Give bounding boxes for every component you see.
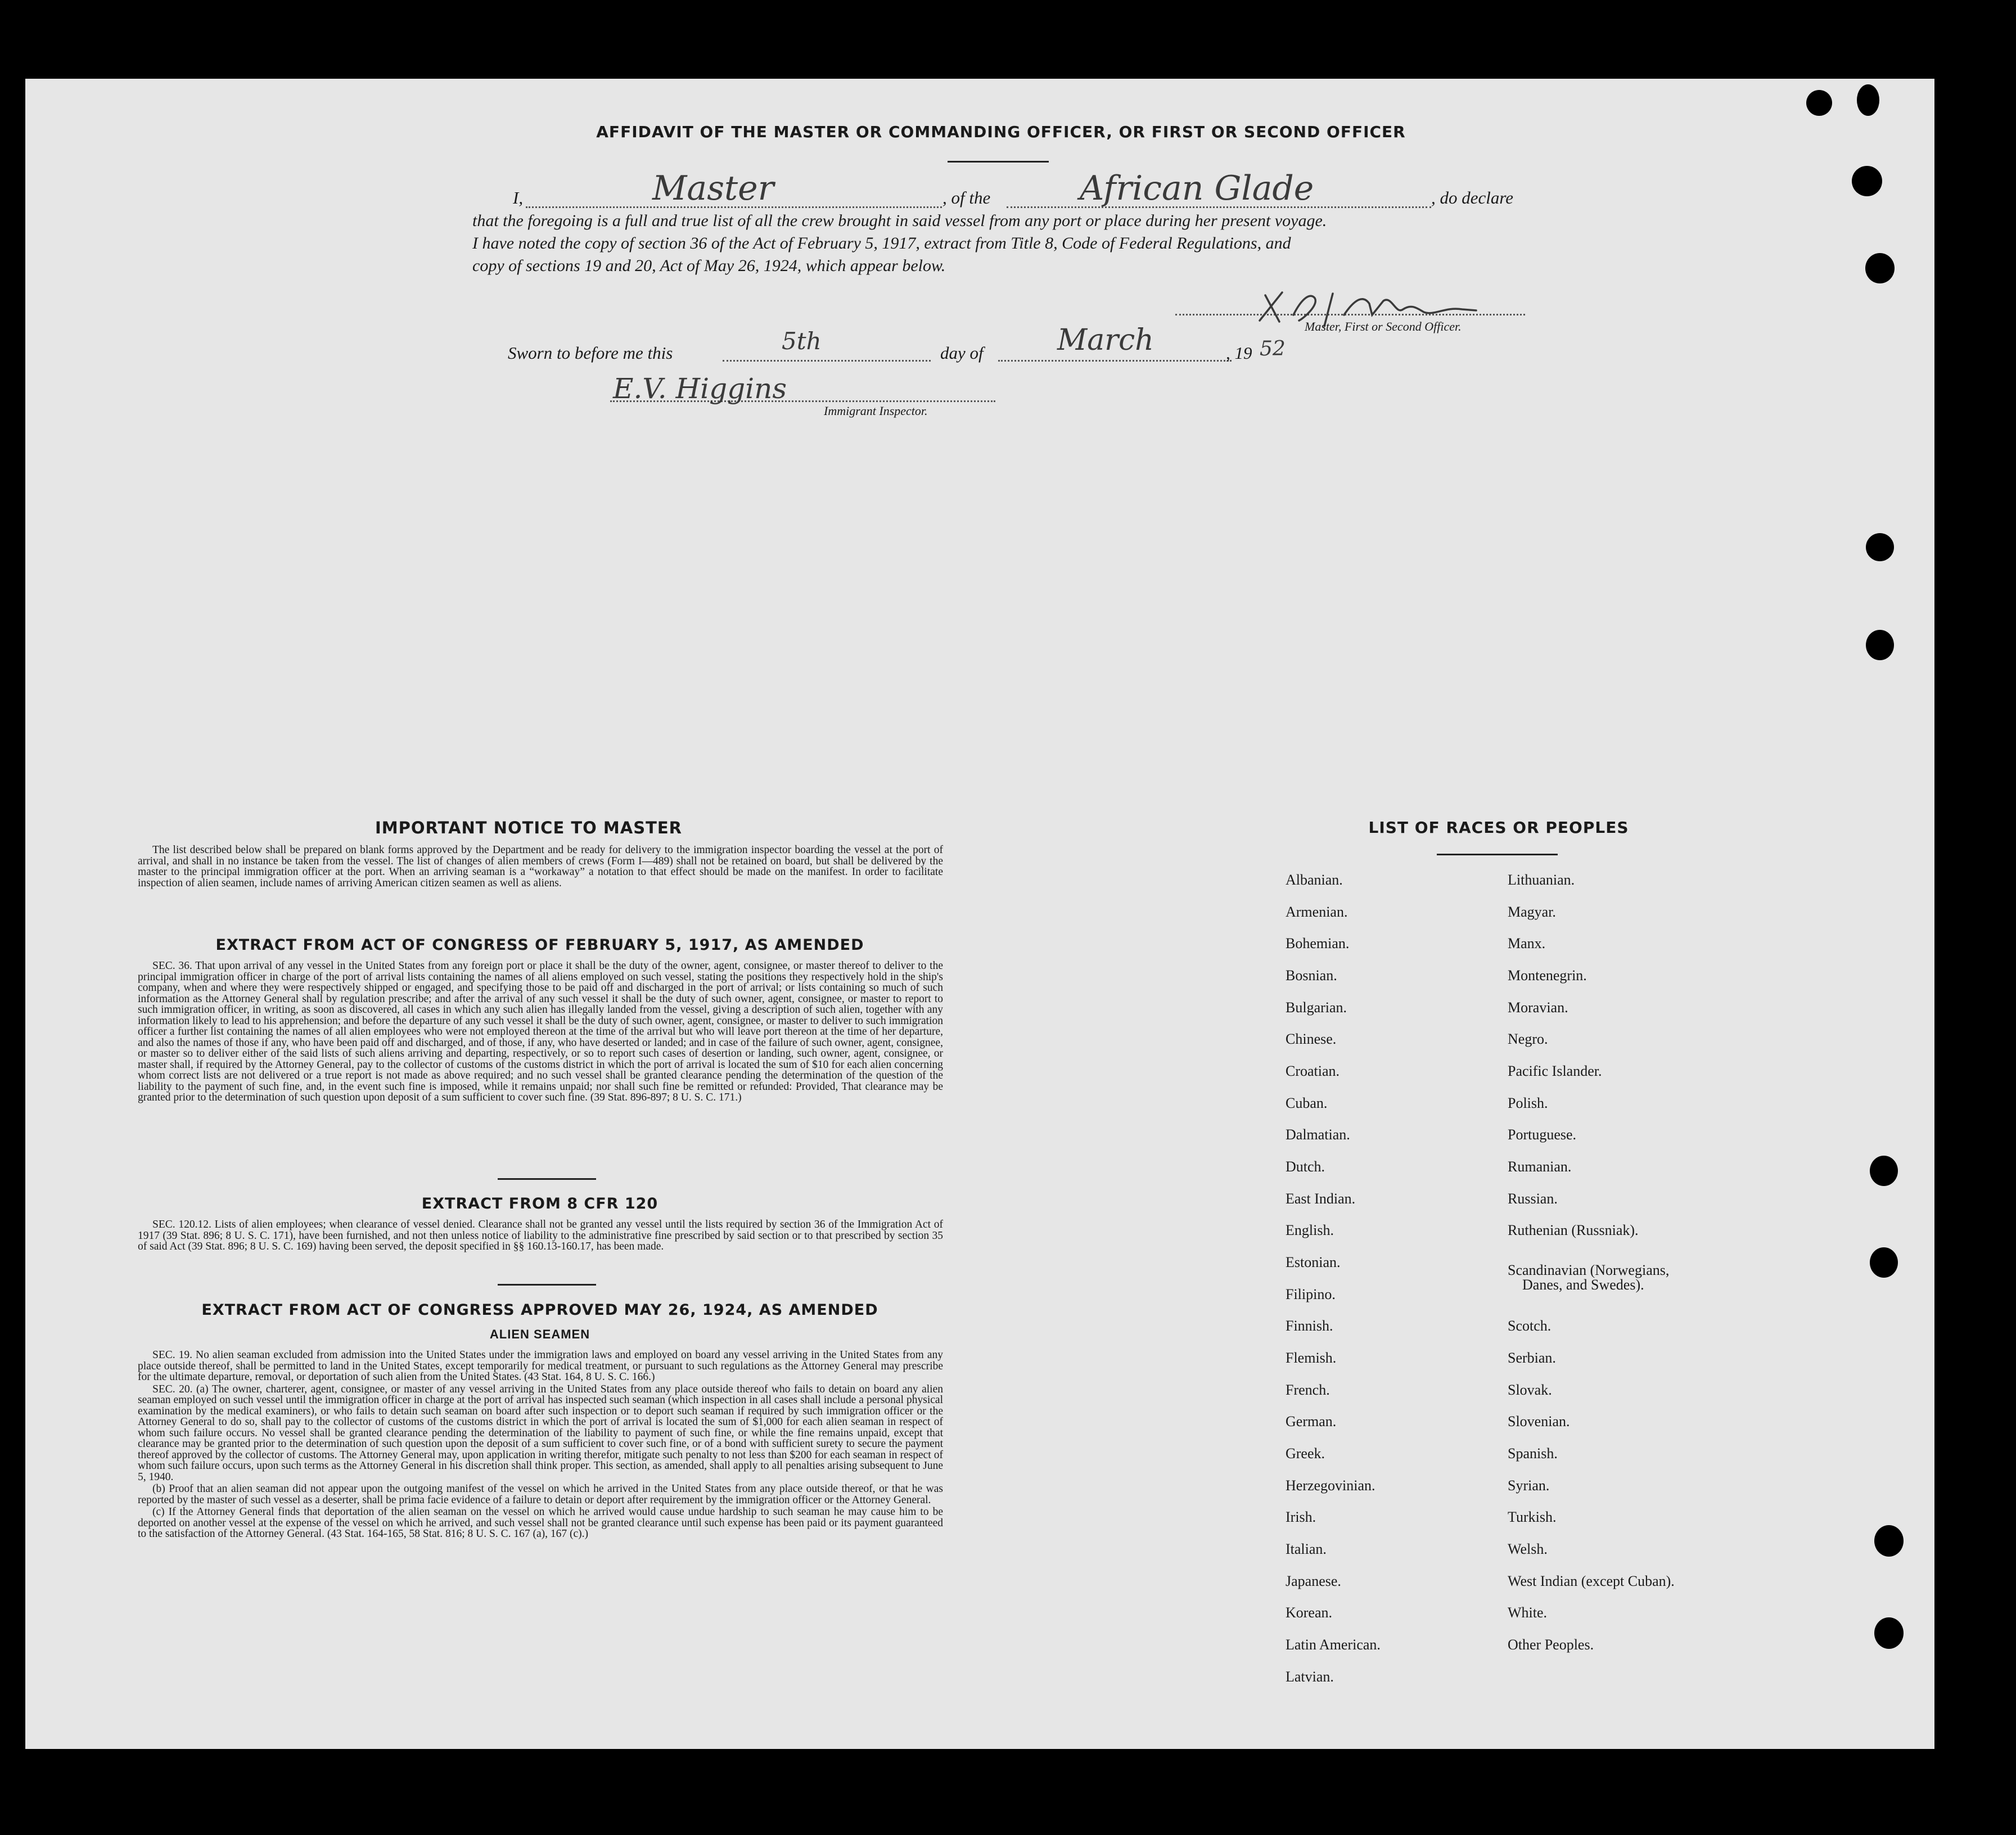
declaration-line-3: I have noted the copy of section 36 of the Act of February 5, 1917, extract from Title 8, Code of Federal Regulations, and <box>472 234 1291 253</box>
race-item: Bohemian. <box>1286 935 1350 952</box>
punch-hole <box>1865 253 1895 283</box>
declaration-line-2: that the foregoing is a full and true list of all the crew brought in said vessel from any port or place during her present voyage. <box>472 211 1327 230</box>
handwritten-rank: Master <box>652 169 774 208</box>
affidavit-title: AFFIDAVIT OF THE MASTER OR COMMANDING OFFICER, OR FIRST OR SECOND OFFICER <box>596 123 1406 141</box>
punch-hole <box>1874 1617 1904 1649</box>
races-title-divider <box>1437 854 1558 855</box>
year-prefix: , 19 <box>1226 343 1252 363</box>
notice-body <box>138 845 943 890</box>
sec-20b-paragraph: (b) Proof that an alien seaman did not appear upon the outgoing manifest of the vessel on which he arrived in the United States from any place outside thereof, or that he was reported by the master of such vessel as a deserter, shall be prima facie evidence of a failure to detain or deport after requirement by the immigration officer or the Attorney General. <box>138 1483 943 1506</box>
race-item: Greek. <box>1286 1445 1325 1462</box>
punch-hole <box>1852 166 1882 196</box>
extract-cfr-title: EXTRACT FROM 8 CFR 120 <box>421 1195 659 1212</box>
race-item: Pacific Islander. <box>1508 1063 1602 1079</box>
race-item: Montenegrin. <box>1508 967 1587 984</box>
sec-20a-paragraph: SEC. 20. (a) The owner, charterer, agent, consignee, or master of any vessel arriving in the United States from any place outside thereof who fails to detain on board any alien seaman employed on such vessel until the immigration officer in charge at the port of arrival has inspected such seaman (which inspection in all cases shall include a personal physical examination by the medical examiners), or who fails to detain such seaman on board after such inspection or to deport such seaman if required by such immigration officer or the Attorney General to do so, shall pay to the collector of customs of the customs district in which the port of arrival is located the sum of $1,000 for each alien seaman in respect of whom such failure occurs. No vessel shall be granted clearance pending the determination of the liability to payment of such fine, or while the fine remains unpaid, except that clearance may be granted prior to the determination of such question upon the deposit of a sum sufficient to cover such fine, or of a bond with sufficient surety to secure the payment thereof approved by the collector of customs. The Attorney General may, upon application in writing therefor, mitigate such penalty to not less than $200 for each seaman in respect of whom such failure occurs, upon such terms as the Attorney General in his discretion shall think proper. This section, as amended, shall apply to all penalties arising subsequent to June 5, 1940. <box>138 1383 943 1483</box>
day-field-line <box>723 360 931 362</box>
handwritten-month: March <box>1057 323 1154 357</box>
signature-caption: Master, First or Second Officer. <box>1305 319 1462 333</box>
extract-1917-title: EXTRACT FROM ACT OF CONGRESS OF FEBRUARY 5, 1917, AS AMENDED <box>215 936 864 954</box>
i-label: I, <box>513 188 524 208</box>
race-item: Filipino. <box>1286 1286 1336 1302</box>
race-item: Bosnian. <box>1286 967 1337 984</box>
race-item: Polish. <box>1508 1095 1548 1111</box>
race-item: Scotch. <box>1508 1318 1552 1334</box>
handwritten-inspector-signature: E.V. Higgins <box>613 372 787 405</box>
race-item: Scandinavian (Norwegians, <box>1508 1262 1670 1278</box>
extract-1924-body <box>138 1350 943 1541</box>
race-item: Welsh. <box>1508 1541 1548 1557</box>
race-item: Slovenian. <box>1508 1413 1570 1430</box>
race-item: Manx. <box>1508 935 1546 952</box>
race-item: Russian. <box>1508 1191 1558 1207</box>
race-item: French. <box>1286 1382 1330 1398</box>
race-item: Dalmatian. <box>1286 1126 1350 1143</box>
inspector-caption: Immigrant Inspector. <box>824 404 928 418</box>
month-field-line <box>998 360 1232 362</box>
races-title: LIST OF RACES OR PEOPLES <box>1368 818 1629 837</box>
race-item: Korean. <box>1286 1604 1333 1621</box>
race-item: Bulgarian. <box>1286 999 1347 1016</box>
handwritten-year: 52 <box>1260 337 1286 360</box>
punch-hole <box>1866 533 1894 561</box>
race-item: German. <box>1286 1413 1337 1430</box>
race-item: West Indian (except Cuban). <box>1508 1573 1675 1589</box>
race-item: Cuban. <box>1286 1095 1328 1111</box>
race-item: White. <box>1508 1604 1548 1621</box>
race-item: Portuguese. <box>1508 1126 1577 1143</box>
race-item: Chinese. <box>1286 1031 1337 1047</box>
race-item: English. <box>1286 1222 1334 1238</box>
punch-hole <box>1874 1525 1904 1557</box>
of-the-label: , of the <box>942 188 991 208</box>
sec-36-paragraph: SEC. 36. That upon arrival of any vessel in the United States from any foreign port or place it shall be the duty of the owner, agent, consignee, or master thereof to deliver to the principal immigration officer in charge of the port of arrival lists containing the names of all aliens employed on such vessel, stating the positions they respectively hold in the ship's company, when and where they were respectively shipped or engaged, and specifying those to be paid off and discharged in the port of arrival; or lists containing so much of such information as the Attorney General shall by regulation prescribe; and after the arrival of any such vessel it shall be the duty of such owner, agent, consignee, or master to report to such immigration officer, in writing, as soon as discovered, all cases in which any such alien has illegally landed from the vessel, giving a description of such alien, together with any information likely to lead to his apprehension; and before the departure of any such vessel it shall be the duty of such owner, agent, consignee, or master to deliver to such immigration officer a further list containing the names of all alien employees who were not employed thereon at the time of the arrival but who will leave port thereon at the time of her departure, and also the names of those if any, who have been paid off and discharged, and of those, if any, who have deserted or landed; and in case of the failure of such owner, agent, consignee, or master so to deliver either of the said lists of such aliens arriving and departing, respectively, or so to report such cases of desertion or landing, such owner, agent, consignee, or master shall, if required by the Attorney General, pay to the collector of customs of the customs district in which the port of arrival is located the sum of $10 for each alien concerning whom correct lists are not delivered or a true report is not made as above required; and no such vessel shall be granted clearance pending the determination of the question of the liability to the payment of such fine, and, in the event such fine is imposed, while it remains unpaid; nor shall such fine be remitted or refunded: Provided, That clearance may be granted prior to the determination of such question upon deposit of a sum sufficient to cover such fine. (39 Stat. 896-897; 8 U. S. C. 171.) <box>138 960 943 1103</box>
declaration-line-4: copy of sections 19 and 20, Act of May 26, 1924, which appear below. <box>472 256 946 275</box>
extract-1917-body <box>138 961 943 1104</box>
race-item: Spanish. <box>1508 1445 1558 1462</box>
punch-hole <box>1866 630 1894 660</box>
extract-cfr-body <box>138 1219 943 1254</box>
race-item: Serbian. <box>1508 1350 1556 1366</box>
sec-120-paragraph: SEC. 120.12. Lists of alien employees; when clearance of vessel denied. Clearance shall not be granted any vessel until the lists required by section 36 of the Immigration Act of 1917 (39 Stat. 896; 8 U. S. C. 171), have been furnished, and not then unless notice of liability to the administrative fine prescribed by said section or to that prescribed by section 35 of said Act (39 Stat. 896; 8 U. S. C. 169) having been served, the deposit specified in §§ 160.13-160.17, has been made. <box>138 1219 943 1252</box>
race-item: Syrian. <box>1508 1477 1550 1494</box>
race-item: Negro. <box>1508 1031 1548 1047</box>
race-item: Irish. <box>1286 1509 1316 1525</box>
handwritten-day: 5th <box>782 327 822 355</box>
sec-20c-paragraph: (c) If the Attorney General finds that deportation of the alien seaman on the vessel on which he arrived would cause undue hardship to such seaman he may cause him to be deported on another vessel at the expense of the vessel on which he arrived, and such vessel shall not be granted clearance until such expense has been paid or its payment guaranteed to the satisfaction of the Attorney General. (43 Stat. 164-165, 58 Stat. 816; 8 U. S. C. 167 (a), 167 (c).) <box>138 1506 943 1540</box>
race-item: Ruthenian (Russniak). <box>1508 1222 1639 1238</box>
race-item: Japanese. <box>1286 1573 1341 1589</box>
notice-paragraph: The list described below shall be prepared on blank forms approved by the Department and be ready for delivery to the immigration inspector boarding the vessel at the port of arrival, and shall in no instance be taken from the vessel. The list of changes of alien members of crews (Form I—489) shall not be retained on board, but shall be delivered by the master to the principal immigration officer at the port. When an arriving seaman is a “workaway” a notation to that effect should be made on the manifest. In order to facilitate inspection of alien seamen, include names of arriving American citizen seamen as well as aliens. <box>138 844 943 889</box>
race-item: Flemish. <box>1286 1350 1337 1366</box>
day-of-label: day of <box>940 343 984 363</box>
notice-title: IMPORTANT NOTICE TO MASTER <box>375 818 683 837</box>
punch-hole <box>1870 1156 1898 1186</box>
race-item: Finnish. <box>1286 1318 1333 1334</box>
race-item: East Indian. <box>1286 1191 1356 1207</box>
race-item: Croatian. <box>1286 1063 1340 1079</box>
race-item: Danes, and Swedes). <box>1522 1277 1644 1293</box>
race-item: Other Peoples. <box>1508 1636 1594 1653</box>
do-declare-label: , do declare <box>1431 188 1514 208</box>
race-item: Slovak. <box>1508 1382 1552 1398</box>
race-item: Rumanian. <box>1508 1158 1572 1175</box>
sworn-label: Sworn to before me this <box>508 343 673 363</box>
race-item: Albanian. <box>1286 872 1343 888</box>
race-item: Moravian. <box>1508 999 1568 1016</box>
race-item: Italian. <box>1286 1541 1327 1557</box>
extract-1924-title: EXTRACT FROM ACT OF CONGRESS APPROVED MAY 26, 1924, AS AMENDED <box>201 1301 878 1319</box>
race-item: Dutch. <box>1286 1158 1325 1175</box>
section-divider <box>498 1178 596 1180</box>
sec-19-paragraph: SEC. 19. No alien seaman excluded from admission into the United States under the immigration laws and employed on board any vessel arriving in the United States from any place outside thereof, shall be permitted to land in the United States, except temporarily for medical treatment, or pursuant to such regulations as the Attorney General may prescribe for the ultimate departure, removal, or deportation of such alien from the United States. (43 Stat. 164, 8 U. S. C. 166.) <box>138 1349 943 1383</box>
title-divider <box>948 161 1049 163</box>
race-item: Lithuanian. <box>1508 872 1575 888</box>
race-item: Turkish. <box>1508 1509 1557 1525</box>
punch-hole <box>1857 84 1879 116</box>
race-item: Latin American. <box>1286 1636 1381 1653</box>
race-item: Magyar. <box>1508 904 1556 920</box>
race-item: Armenian. <box>1286 904 1348 920</box>
section-divider <box>498 1284 596 1286</box>
punch-hole <box>1806 90 1832 116</box>
punch-hole <box>1870 1247 1898 1278</box>
race-item: Latvian. <box>1286 1669 1334 1685</box>
alien-seamen-subtitle: ALIEN SEAMEN <box>489 1327 590 1341</box>
race-item: Herzegovinian. <box>1286 1477 1375 1494</box>
handwritten-vessel-name: African Glade <box>1080 169 1314 208</box>
race-item: Estonian. <box>1286 1254 1341 1270</box>
